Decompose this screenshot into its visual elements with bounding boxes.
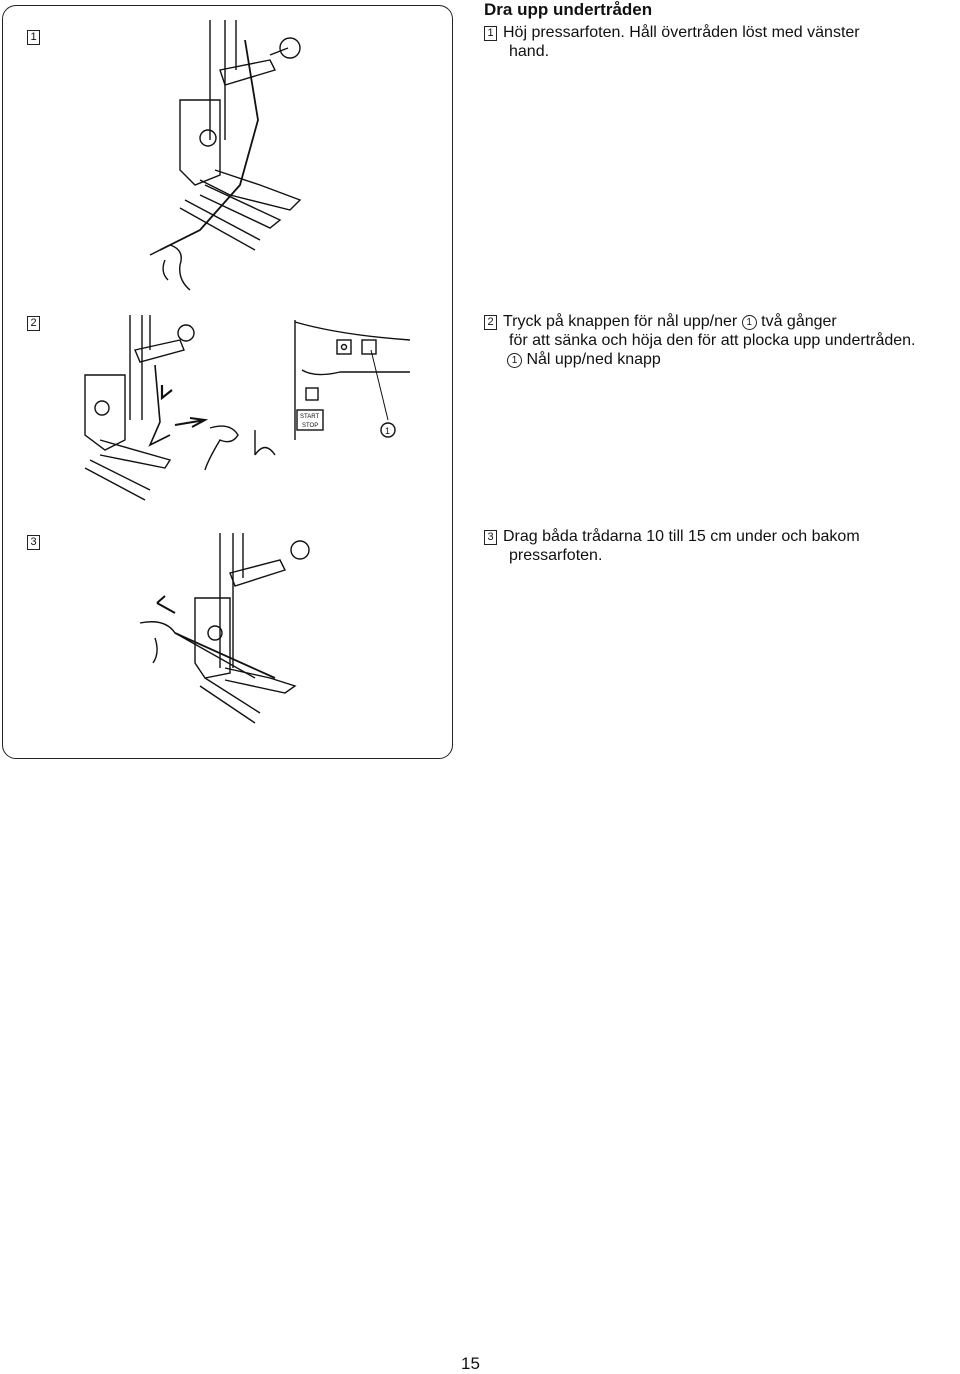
step-3-text: [484, 527, 860, 565]
step-3-number-box: 3: [27, 535, 40, 550]
step-1-line-b: hand.: [509, 43, 550, 60]
step-1-text-number: 1: [484, 26, 497, 41]
step-2-line-b: för att sänka och höja den för att plocka upp undertråden.: [509, 332, 916, 349]
illustration-step-2: [80, 310, 420, 510]
step-1-number-box: 1: [27, 30, 40, 45]
step-1-text: [484, 23, 860, 61]
step-3-line-b: pressarfoten.: [509, 547, 603, 564]
legend-ref-circle: 1: [507, 353, 522, 368]
step-2-number-box: 2: [27, 316, 40, 331]
step-2-line-a2: två gånger: [761, 313, 837, 330]
step-2-ref-circle: 1: [742, 315, 757, 330]
illustration-step-3: [135, 528, 315, 728]
legend-text: Nål upp/ned knapp: [526, 351, 661, 368]
illustration-step-1: [140, 10, 320, 290]
page-title: Dra upp undertråden: [484, 0, 653, 19]
step-3-text-number: 3: [484, 530, 497, 545]
step-1-line-a: Höj pressarfoten. Håll övertråden löst med vänster: [503, 24, 860, 41]
callout-1: 1: [385, 426, 391, 436]
step-3-line-a: Drag båda trådarna 10 till 15 cm under och bakom: [503, 528, 860, 545]
step-2-text: [484, 312, 916, 369]
page-number: 15: [461, 1354, 480, 1373]
step-2-line-a1: Tryck på knappen för nål upp/ner: [503, 313, 738, 330]
stop-label: STOP: [302, 423, 319, 429]
start-label: START: [300, 414, 320, 420]
step-2-text-number: 2: [484, 315, 497, 330]
